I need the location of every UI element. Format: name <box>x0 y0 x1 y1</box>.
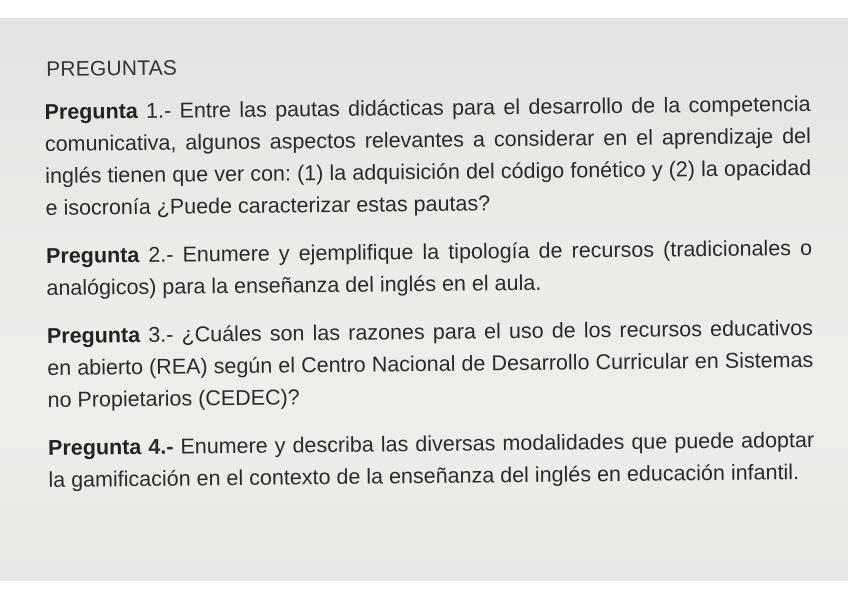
question-4 <box>48 424 815 496</box>
question-number: 2.- <box>148 242 174 267</box>
question-label: Pregunta <box>47 434 142 460</box>
question-number: 4.- <box>148 434 174 459</box>
document-photo <box>0 18 848 581</box>
question-label: Pregunta <box>44 98 138 124</box>
questions-document <box>40 50 815 512</box>
question-2 <box>46 232 813 304</box>
question-1 <box>44 88 811 224</box>
question-number: 3.- <box>148 322 174 347</box>
question-3 <box>47 312 814 416</box>
page-title: PREGUNTAS <box>45 56 178 81</box>
question-text: Enumere y describa las diversas modalidades que puede adoptar la gamificación en el contexto de la enseñanza del inglés en educación infantil. <box>48 427 815 492</box>
question-text: Entre las pautas didácticas para el desarrollo de la competencia comunicativa, algunos aspectos relevantes a considerar en el aprendizaje del inglés tienen que ver con: (1) la adquisición del código fonético y (2) la opacidad e isocronía ¿Puede caracterizar estas pautas? <box>44 91 812 220</box>
question-label: Pregunta <box>46 322 141 348</box>
question-text: ¿Cuáles son las razones para el uso de los recursos educativos en abierto (REA) según el Centro Nacional de Desarrollo Curricular en Sistemas no Propietarios (CEDEC)? <box>47 315 814 412</box>
question-text: Enumere y ejemplifique la tipología de recursos (tradicionales o analógicos) para la enseñanza del inglés en el aula. <box>46 235 813 300</box>
question-number: 1.- <box>145 98 172 123</box>
question-label: Pregunta <box>45 242 140 268</box>
